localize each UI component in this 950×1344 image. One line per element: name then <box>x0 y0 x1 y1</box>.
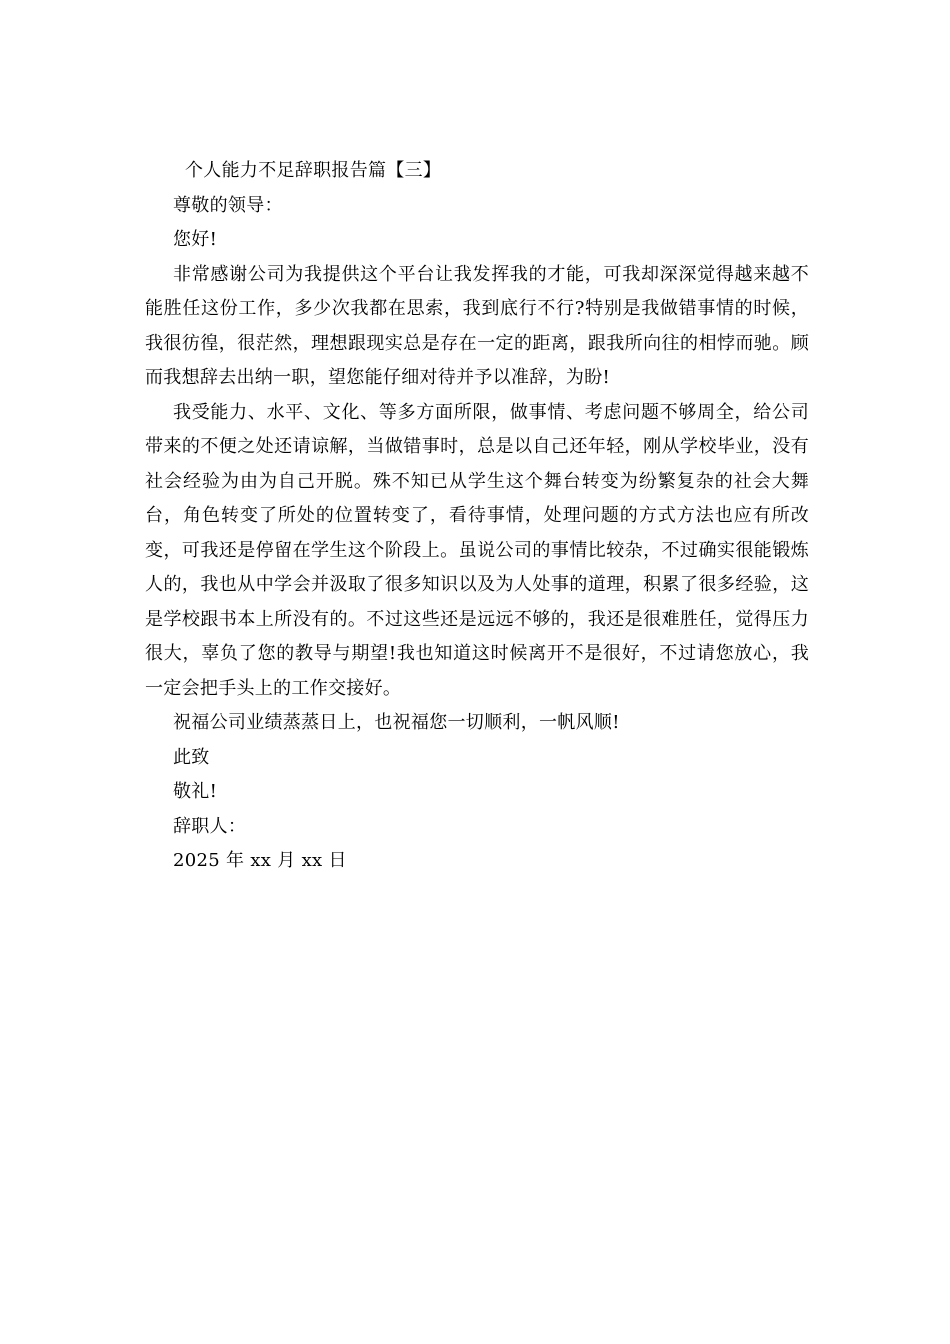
greeting: 您好! <box>173 229 218 250</box>
body-paragraph-1: 非常感谢公司为我提供这个平台让我发挥我的才能，可我却深深觉得越来越不能胜任这份工作，多少次我都在思索，我到底行不行?特别是我做错事情的时候，我很彷徨，很茫然，理想跟现实总是存在一定的距离，跟我所向往的相悖而驰。顾而我想辞去出纳一职，望您能仔细对待并予以准辞，为盼! <box>145 263 809 388</box>
salutation: 尊敬的领导： <box>173 194 283 216</box>
closing-line-2: 敬礼! <box>173 781 218 802</box>
date-line: 2025 年 xx 月 xx 日 <box>173 850 347 871</box>
body-paragraph-2: 我受能力、水平、文化、等多方面所限，做事情、考虑问题不够周全，给公司带来的不便之处还请谅解，当做错事时，总是以自己还年轻，刚从学校毕业，没有社会经验为由为自己开脱。殊不知已从学生这个舞台转变为纷繁复杂的社会大舞台，角色转变了所处的位置转变了，看待事情，处理问题的方式方法也应有所改变，可我还是停留在学生这个阶段上。虽说公司的事情比较杂，不过确实很能锻炼人的，我也从中学会并汲取了很多知识以及为人处事的道理，积累了很多经验，这是学校跟书本上所没有的。不过这些还是远远不够的，我还是很难胜任，觉得压力很大，辜负了您的教导与期望!我也知道这时候离开不是很好，不过请您放心，我一定会把手头上的工作交接好。 <box>145 401 809 699</box>
blessing: 祝福公司业绩蒸蒸日上，也祝福您一切顺利，一帆风顺! <box>173 712 620 733</box>
closing-line-1: 此致 <box>173 746 210 768</box>
document-title: 个人能力不足辞职报告篇【三】 <box>185 160 442 181</box>
document-body <box>145 154 809 879</box>
signer-label: 辞职人： <box>173 815 247 837</box>
